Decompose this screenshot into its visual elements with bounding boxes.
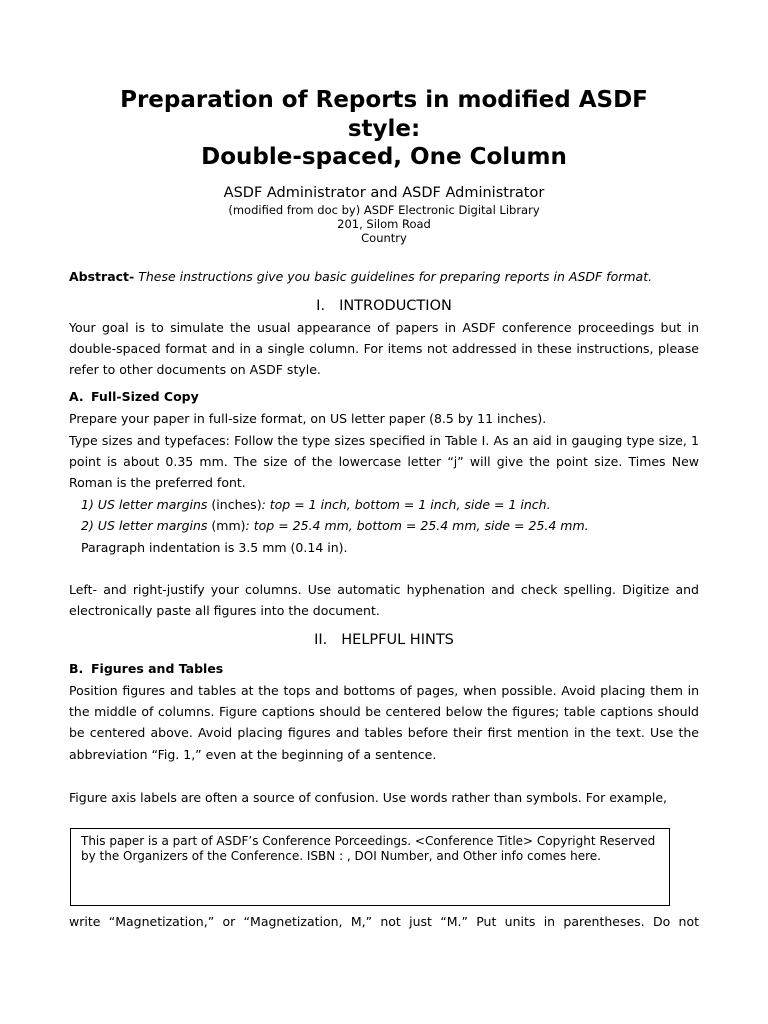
section-title: HELPFUL HINTS [341, 632, 454, 648]
section-number: II. [314, 632, 328, 648]
paragraph-type-sizes: Type sizes and typefaces: Follow the type sizes specified in Table I. As an aid in gauging type size, 1 point is about 0.35 mm. The size of the lowercase letter “j” will give the point size. Times New Roman is the preferred font. [69, 433, 699, 491]
item-units: (inches) [207, 497, 262, 512]
subsection-heading-figures-tables [69, 661, 699, 677]
item-colon: : top = 25.4 mm, bottom = 25.4 mm, side = 25.4 mm. [245, 518, 589, 533]
paragraph-justify-columns: Left- and right-justify your columns. Use automatic hyphenation and check spelling. Digitize and electronically paste all figures into the document. [69, 582, 699, 619]
abstract-text: These instructions give you basic guidelines for preparing reports in ASDF format. [134, 269, 653, 284]
list-item-margins-mm [81, 515, 711, 536]
paragraph-continuation: write “Magnetization,” or “Magnetization, M,” not just “M.” Put units in parentheses. Do not [69, 914, 699, 929]
subsection-heading-full-sized-copy [69, 389, 699, 405]
subsection-number: A. [69, 389, 84, 404]
section-heading-introduction [69, 297, 699, 315]
abstract [69, 268, 699, 286]
list-item-margins-inches [81, 494, 711, 515]
introduction-paragraph: Your goal is to simulate the usual appearance of papers in ASDF conference proceedings but in double-spaced format and in a single column. For items not addressed in these instructions, please refer to other documents on ASDF style. [69, 320, 699, 378]
paragraph-paper-format: Prepare your paper in full-size format, on US letter paper (8.5 by 11 inches). [69, 411, 547, 426]
abstract-label: Abstract- [69, 269, 135, 284]
affiliation-line-3: Country [361, 231, 407, 245]
section-heading-helpful-hints [69, 631, 699, 649]
affiliation-line-1: (modified from doc by) ASDF Electronic Digital Library [228, 203, 540, 217]
paper-title [40, 86, 728, 172]
section-number: I. [316, 298, 326, 314]
item-label: 1) US letter margins [81, 497, 208, 512]
title-line-3: Double-spaced, One Column [201, 144, 567, 170]
subsection-title: Figures and Tables [91, 661, 224, 676]
copyright-notice-box: This paper is a part of ASDF’s Conference Porceedings. <Conference Title> Copyright Reserved by the Organizers of the Conference. ISBN : , DOI Number, and Other info comes here. [70, 828, 670, 906]
author-names: ASDF Administrator and ASDF Administrator [223, 185, 545, 201]
item-label: 2) US letter margins [81, 518, 208, 533]
paragraph-figures-placement: Position figures and tables at the tops and bottoms of pages, when possible. Avoid placing them in the middle of columns. Figure captions should be centered below the figures; table captions should be centered above. Avoid placing figures and tables before their first mention in the text. Use the abbreviation “Fig. 1,” even at the beginning of a sentence. [69, 683, 699, 762]
item-colon: : top = 1 inch, bottom = 1 inch, side = 1 inch. [261, 497, 551, 512]
paragraph-indentation-note: Paragraph indentation is 3.5 mm (0.14 in). [81, 540, 348, 555]
subsection-title: Full-Sized Copy [91, 389, 199, 404]
item-units: (mm) [207, 518, 246, 533]
title-line-2: style: [347, 115, 421, 142]
subsection-number: B. [69, 661, 84, 676]
affiliation-line-2: 201, Silom Road [337, 217, 431, 231]
affiliation [40, 203, 728, 245]
title-line-1: Preparation of Reports in modified ASDF [120, 87, 648, 113]
paragraph-axis-labels: Figure axis labels are often a source of confusion. Use words rather than symbols. For example, [69, 790, 668, 805]
section-title: INTRODUCTION [339, 298, 452, 314]
